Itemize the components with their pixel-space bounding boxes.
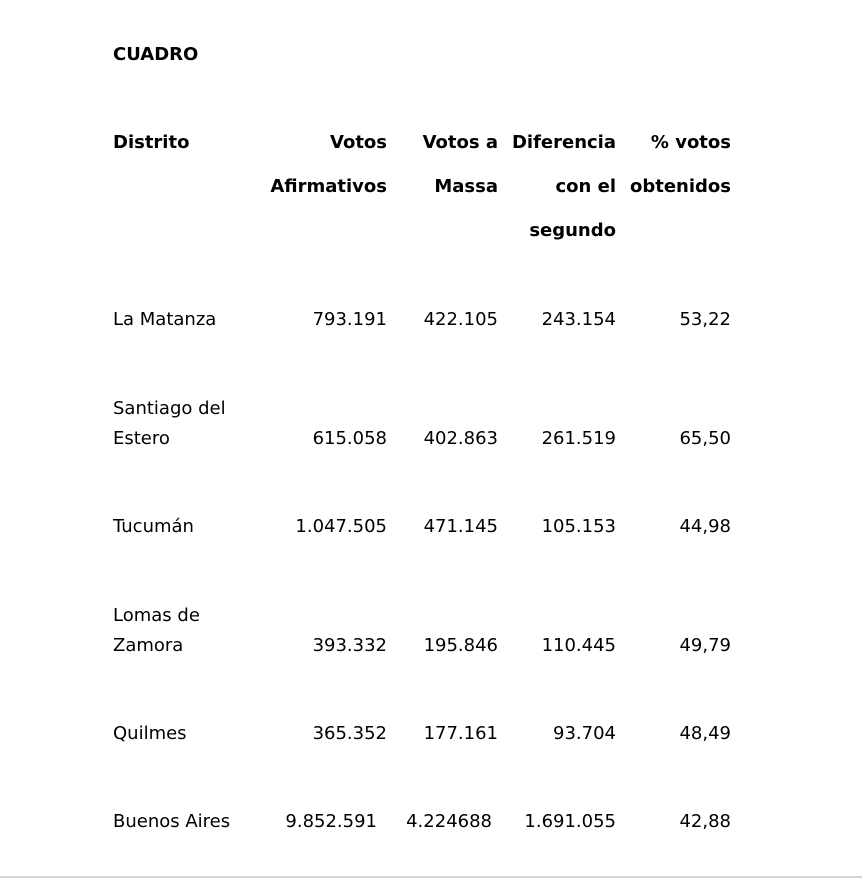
cell-distrito: Tucumán	[113, 516, 194, 537]
header-votos-massa: Votos a Massa	[422, 132, 498, 197]
cell-afirmativos: 793.191	[312, 309, 387, 330]
document-title: CUADRO	[113, 44, 199, 65]
cell-massa: 177.161	[423, 723, 498, 744]
cell-porcentaje: 48,49	[679, 723, 731, 744]
cell-diferencia: 110.445	[541, 635, 616, 656]
cell-porcentaje: 49,79	[679, 635, 731, 656]
cell-distrito: Santiago del Estero	[113, 398, 226, 449]
cell-afirmativos: 9.852.591	[285, 811, 377, 832]
cell-porcentaje: 53,22	[679, 309, 731, 330]
cell-diferencia: 93.704	[553, 723, 616, 744]
header-porcentaje: % votos obtenidos	[629, 132, 731, 197]
cell-massa: 471.145	[423, 516, 498, 537]
cell-distrito: Buenos Aires	[113, 811, 231, 832]
cell-afirmativos: 615.058	[312, 428, 387, 449]
cell-distrito: Quilmes	[113, 723, 187, 744]
header-diferencia: Diferencia con el segundo	[511, 132, 616, 241]
cell-massa: 402.863	[423, 428, 498, 449]
cell-porcentaje: 65,50	[679, 428, 731, 449]
cell-afirmativos: 365.352	[312, 723, 387, 744]
cell-massa: 195.846	[423, 635, 498, 656]
cell-diferencia: 243.154	[541, 309, 616, 330]
cell-distrito: La Matanza	[113, 309, 217, 330]
cell-afirmativos: 1.047.505	[295, 516, 387, 537]
cell-afirmativos: 393.332	[312, 635, 387, 656]
cell-diferencia: 1.691.055	[524, 811, 616, 832]
cell-massa: 4.224688	[406, 811, 492, 832]
header-distrito: Distrito	[113, 132, 190, 153]
cell-massa: 422.105	[423, 309, 498, 330]
cell-porcentaje: 44,98	[679, 516, 731, 537]
header-votos-afirmativos: Votos Afirmativos	[270, 132, 387, 197]
cell-distrito: Lomas de Zamora	[113, 605, 200, 656]
cell-diferencia: 261.519	[541, 428, 616, 449]
cell-porcentaje: 42,88	[679, 811, 731, 832]
cell-diferencia: 105.153	[541, 516, 616, 537]
